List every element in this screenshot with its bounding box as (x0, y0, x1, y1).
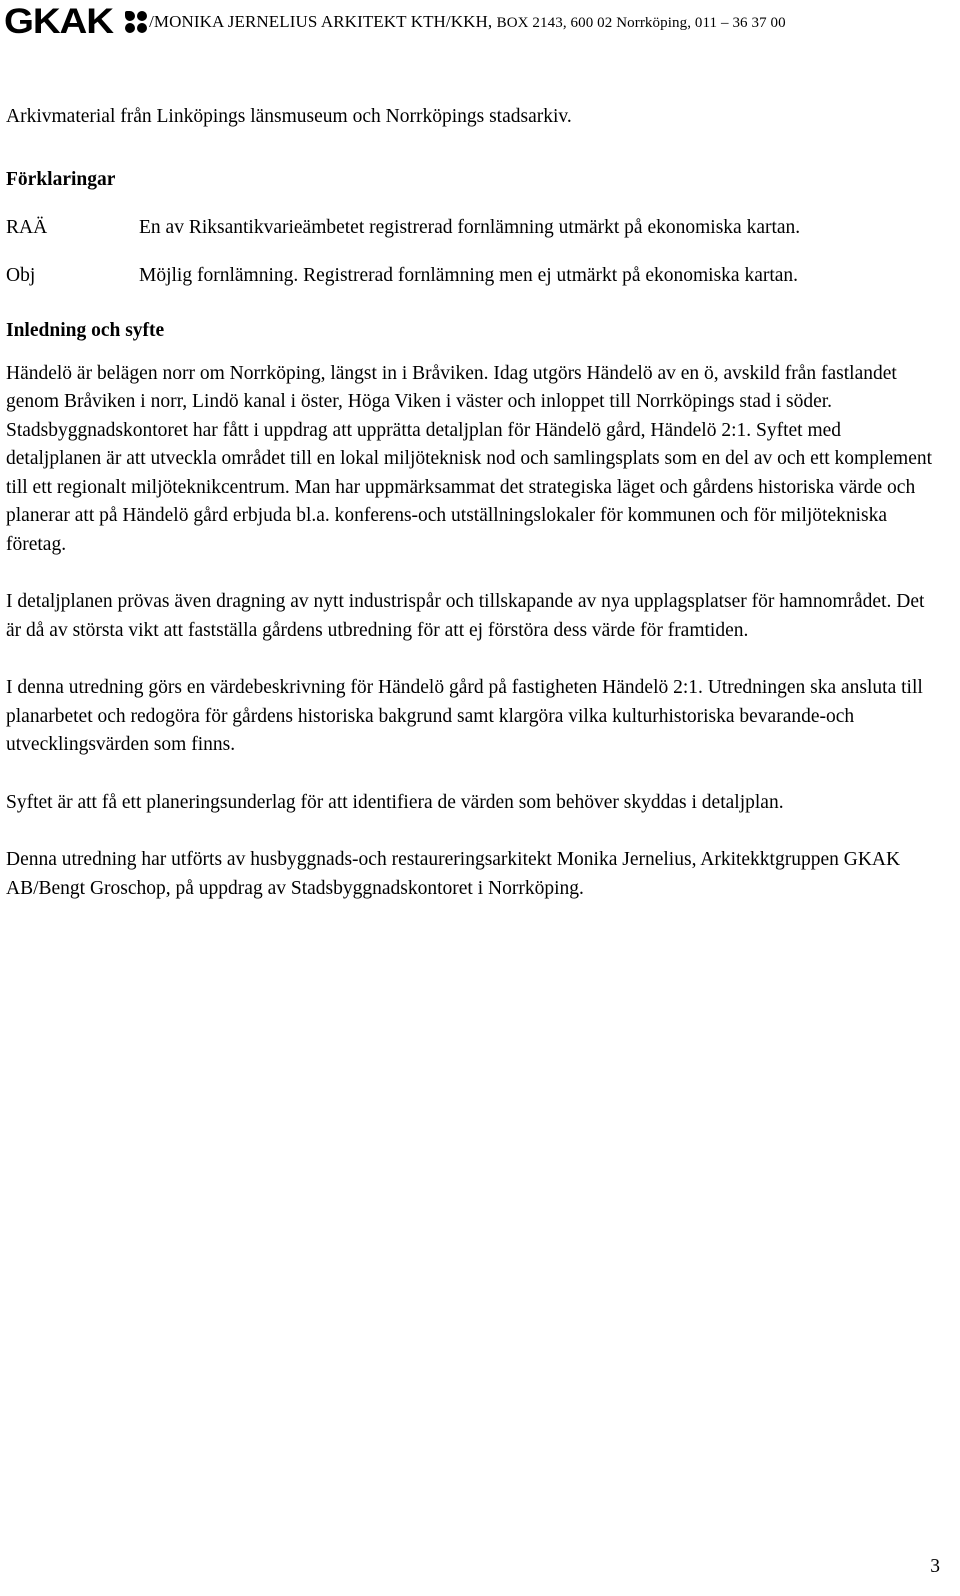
page-header (4, 2, 954, 42)
definition-desc: Möjlig fornlämning. Registrerad fornlämning men ej utmärkt på ekonomiska kartan. (139, 265, 799, 286)
intro-paragraph: I denna utredning görs en värdebeskrivning för Händelö gård på fastigheten Händelö 2:1. Utredningen ska ansluta till planarbetet och redogöra för gårdens historiska bakgrund samt klargöra vilka kulturhistoriska bevarande-och utvecklingsvärden som finns. (6, 677, 923, 755)
document-body (6, 90, 936, 903)
header-contact (149, 12, 786, 32)
definition-desc: En av Riksantikvarieämbetet registrerad fornlämning utmärkt på ekonomiska kartan. (139, 216, 801, 238)
archive-note: Arkivmaterial från Linköpings länsmuseum och Norrköpings stadsarkiv. (6, 106, 572, 127)
definition-term: RAÄ (6, 216, 48, 238)
explanations-heading: Förklaringar (6, 168, 116, 190)
intro-paragraph: Syftet är att få ett planeringsunderlag för att identifiera de värden som behöver skyddas i detaljplan. (6, 791, 784, 813)
gkak-logo: GKAK (4, 2, 113, 41)
header-name: /MONIKA JERNELIUS ARKITEKT KTH/KKH, (149, 12, 497, 31)
definition-row (6, 214, 936, 243)
intro-paragraph: I detaljplanen prövas även dragning av nytt industrispår och tillskapande av nya upplagsplatser för hamnområdet. Det är då av största vikt att fastställa gårdens utbredning för att ej förstöra dess värde för framtiden. (6, 591, 925, 641)
page-number: 3 (930, 1556, 940, 1577)
header-address: BOX 2143, 600 02 Norrköping, 011 – 36 37 00 (496, 15, 786, 31)
intro-paragraph: Händelö är belägen norr om Norrköping, längst in i Bråviken. Idag utgörs Händelö av en ö, avskild från fastlandet genom Bråviken i norr, Lindö kanal i öster, Höga Viken i väster och inloppet till Norrköpings stad i söder. Stadsbyggnadskontoret har fått i uppdrag att upprätta detaljplan för Händelö gård, Händelö 2:1. Syftet med detaljplanen är att utveckla området till en lokal miljöteknisk nod och samlingsplats som en del av och ett komplement till ett regionalt miljöteknikcentrum. Man har uppmärksammat det strategiska läget och gårdens historiska värde och planerar att på Händelö gård erbjuda bl.a. konferens-och utställningslokaler för kommunen och för miljötekniska företag. (6, 362, 933, 555)
definition-row (6, 262, 936, 291)
intro-heading: Inledning och syfte (6, 319, 165, 341)
intro-paragraph: Denna utredning har utförts av husbyggnads-och restaureringsarkitekt Monika Jernelius, Arkitekktgruppen GKAK AB/Bengt Groschop, på uppdrag av Stadsbyggnadskontoret i Norrköping. (6, 849, 901, 899)
logo-dots-icon (125, 11, 147, 33)
definitions-list (6, 214, 936, 291)
definition-term: Obj (6, 265, 36, 286)
